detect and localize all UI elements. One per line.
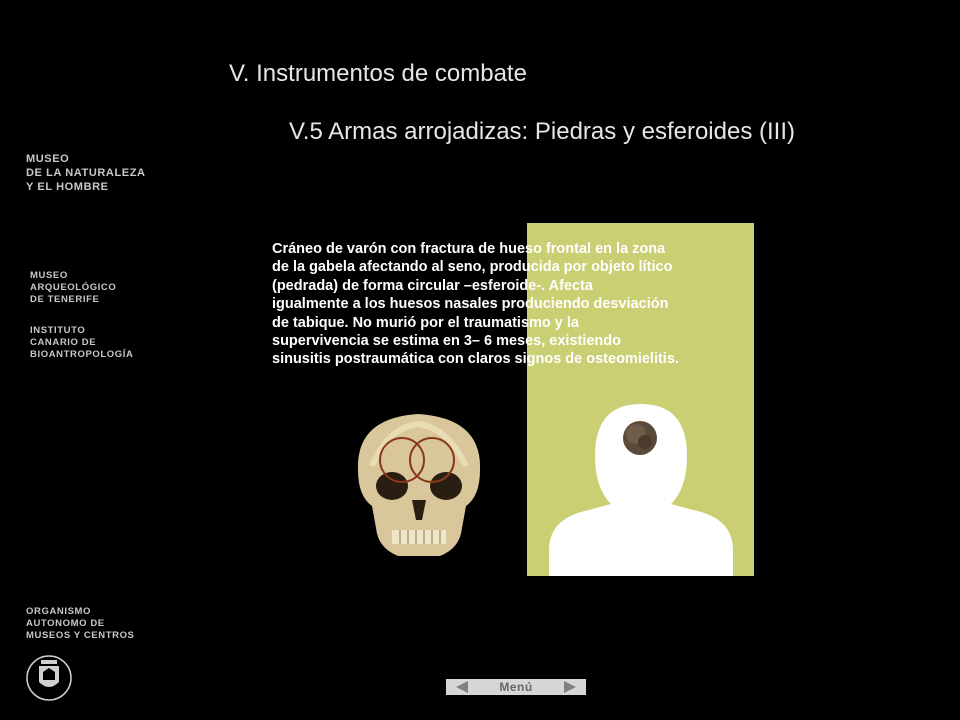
description-line: supervivencia se estima en 3– 6 meses, existiendo	[272, 333, 621, 350]
org-line: DE TENERIFE	[30, 294, 100, 305]
description-line: igualmente a los huesos nasales produciendo desviación	[272, 296, 669, 313]
menu-navigation-bar	[446, 679, 586, 695]
logo-museo-arqueologico	[30, 270, 116, 306]
logo-instituto-bioantropologia	[30, 325, 133, 361]
cabildo-crest-icon	[25, 648, 73, 708]
menu-button[interactable]: Menú	[499, 680, 533, 694]
org-line: INSTITUTO	[30, 325, 86, 336]
org-line: BIOANTROPOLOGÍA	[30, 349, 134, 360]
logo-organismo-autonomo	[26, 606, 135, 642]
description-line: de tabique. No murió por el traumatismo y la	[272, 314, 579, 331]
description-line: Cráneo de varón con fractura de hueso frontal en la zona	[272, 241, 666, 257]
description-line: sinusitis postraumática con claros signos de osteomielitis.	[272, 351, 679, 368]
page-title: V. Instrumentos de combate	[229, 60, 527, 87]
page-subtitle: V.5 Armas arrojadizas: Piedras y esferoides (III)	[289, 118, 795, 145]
arrow-right-icon[interactable]	[564, 681, 576, 693]
logo-museo-naturaleza	[26, 152, 146, 194]
org-line: DE LA NATURALEZA	[26, 167, 146, 179]
skull-description	[272, 240, 756, 369]
description-line: de la gabela afectando al seno, producida por objeto lítico	[272, 259, 673, 276]
org-line: MUSEO	[30, 270, 68, 281]
org-line: MUSEO	[26, 153, 70, 165]
org-line: AUTONOMO DE	[26, 618, 105, 629]
org-line: Y EL HOMBRE	[26, 181, 109, 193]
head-silhouette-image	[527, 400, 754, 576]
org-line: MUSEOS Y CENTROS	[26, 630, 135, 641]
org-line: CANARIO DE	[30, 337, 97, 348]
skull-image	[348, 408, 490, 561]
description-line: (pedrada) de forma circular –esferoide-. Afecta	[272, 277, 593, 294]
arrow-left-icon[interactable]	[456, 681, 468, 693]
org-line: ORGANISMO	[26, 606, 92, 617]
org-line: ARQUEOLÓGICO	[30, 282, 117, 293]
